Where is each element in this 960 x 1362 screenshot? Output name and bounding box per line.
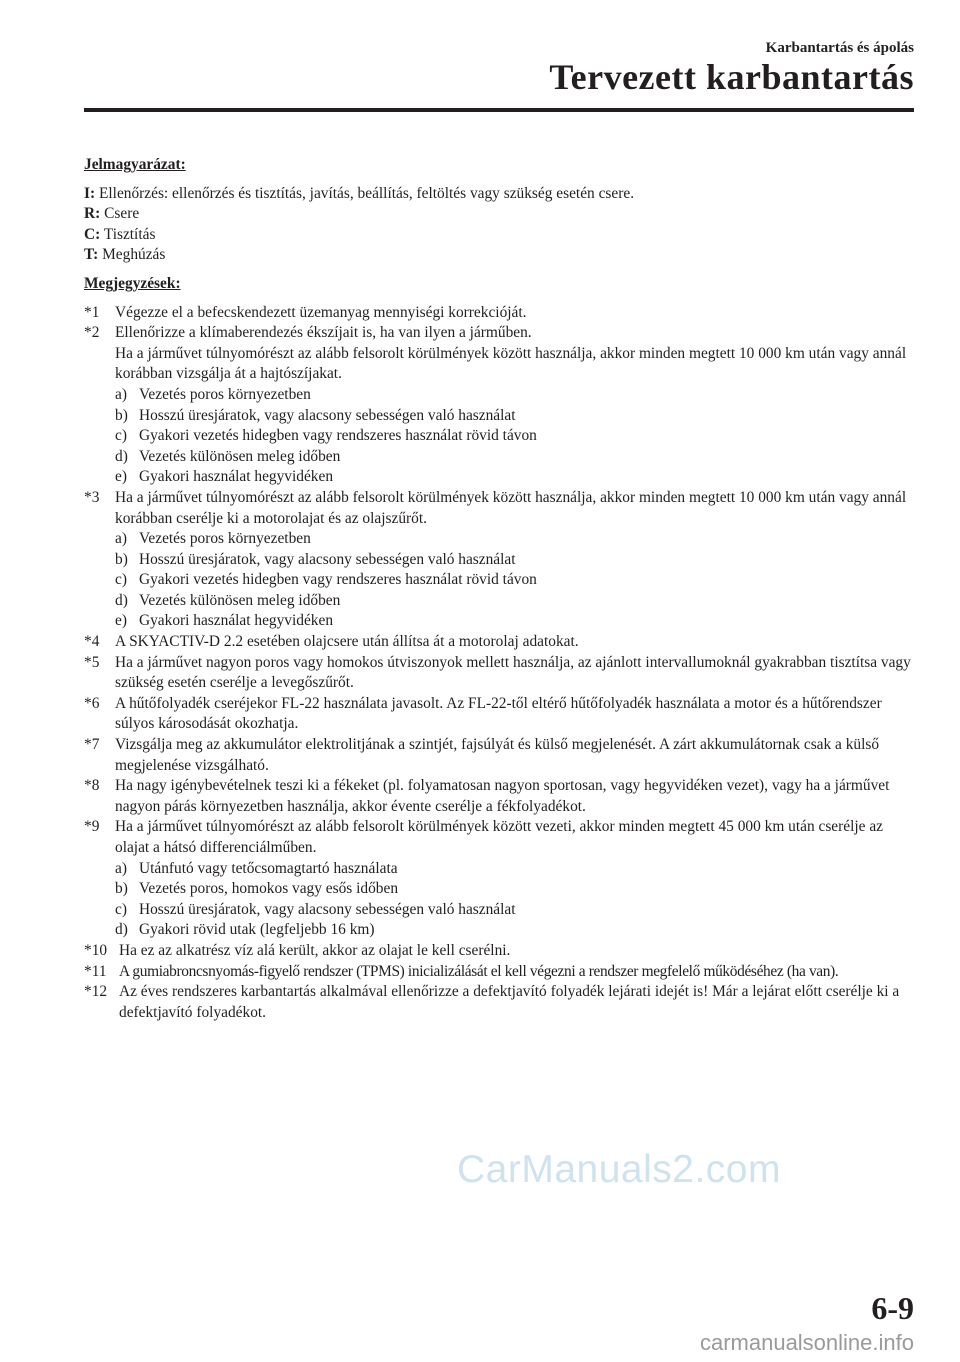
legend-text: Ellenőrzés: ellenőrzés és tisztítás, javítás, beállítás, feltöltés vagy szükség esetén csere. <box>98 184 635 202</box>
note-subitem <box>115 385 914 406</box>
note-number: *4 <box>84 633 100 651</box>
subitem-text: Hosszú üresjáratok, vagy alacsony sebességen való használat <box>139 406 516 424</box>
subitem-text: Gyakori használat hegyvidéken <box>139 468 334 486</box>
note-number: *10 <box>84 941 108 959</box>
subitem-text: Gyakori vezetés hidegben vagy rendszeres használat rövid távon <box>139 427 537 445</box>
note-item <box>84 941 914 962</box>
note-item <box>84 632 914 653</box>
subitem-text: Gyakori rövid utak (legfeljebb 16 km) <box>139 921 375 939</box>
subitem-text: Vezetés poros környezetben <box>139 385 311 403</box>
legend-item <box>84 245 914 266</box>
subitem-letter: b) <box>115 880 128 898</box>
note-item <box>84 323 914 488</box>
legend-key: I: <box>84 184 96 202</box>
subitem-letter: d) <box>115 921 128 939</box>
header-section-title: Karbantartás és ápolás <box>765 40 914 56</box>
note-body <box>119 941 914 962</box>
legend-text: Meghúzás <box>102 246 166 264</box>
note-number: *3 <box>84 488 100 506</box>
note-item <box>84 303 914 324</box>
note-text: Ha a járművet túlnyomórészt az alább felsorolt körülmények között használja, akkor minden megtett 10 000 km után vagy annál korábban cserélje ki a motorolajat és az olajszűrőt. <box>115 488 907 527</box>
subitem-text: Vezetés különösen meleg időben <box>139 447 341 465</box>
note-subitem <box>115 920 914 941</box>
subitem-text: Vezetés poros környezetben <box>139 530 311 548</box>
note-subitem <box>115 879 914 900</box>
subitem-letter: e) <box>115 468 127 486</box>
page-content <box>84 155 914 1023</box>
note-body <box>115 694 914 735</box>
note-number: *9 <box>84 818 100 836</box>
subitem-letter: b) <box>115 550 128 568</box>
note-body <box>115 488 914 632</box>
subitem-letter: c) <box>115 900 127 918</box>
subitem-text: Vezetés különösen meleg időben <box>139 591 341 609</box>
note-text: Vizsgálja meg az akkumulátor elektrolitjának a szintjét, fajsúlyát és külső megjelenését. A zárt akkumulátornak csak a külső megjelenése vizsgálható. <box>115 736 880 774</box>
note-subitem <box>115 467 914 488</box>
note-text: Végezze el a befecskendezett üzemanyag mennyiségi korrekcióját. <box>115 303 527 321</box>
note-subitem <box>115 900 914 921</box>
legend-item <box>84 225 914 246</box>
note-text: A SKYACTIV-D 2.2 esetében olajcsere után állítsa át a motorolaj adatokat. <box>115 633 579 651</box>
subitem-letter: d) <box>115 447 128 465</box>
note-item <box>84 694 914 735</box>
note-item <box>84 776 914 817</box>
note-body <box>119 962 914 983</box>
note-item <box>84 962 914 983</box>
legend-text: Csere <box>104 205 140 223</box>
subitem-letter: a) <box>115 859 127 877</box>
header-rule <box>84 108 914 112</box>
subitem-letter: e) <box>115 612 127 630</box>
subitem-letter: a) <box>115 385 127 403</box>
note-text: Ha a járművet túlnyomórészt az alább felsorolt körülmények között használja, akkor minden megtett 10 000 km után vagy annál korábban vizsgálja át a hajtószíjakat. <box>115 344 907 383</box>
note-number: *2 <box>84 324 100 342</box>
note-subitem <box>115 447 914 468</box>
legend-key: R: <box>84 205 101 223</box>
note-number: *12 <box>84 983 108 1001</box>
note-text: Ha a járművet túlnyomórészt az alább felsorolt körülmények között vezeti, akkor minden megtett 45 000 km után cserélje az olajat a hátsó differenciálműben. <box>115 818 883 856</box>
note-number: *5 <box>84 653 100 671</box>
note-text: A gumiabroncsnyomás-figyelő rendszer (TPMS) inicializálását el kell végezni a rendszer megfelelő működéséhez (ha van). <box>119 962 839 980</box>
subitem-letter: c) <box>115 571 127 589</box>
subitem-text: Gyakori vezetés hidegben vagy rendszeres használat rövid távon <box>139 571 537 589</box>
note-body <box>115 323 914 488</box>
note-number: *1 <box>84 303 100 321</box>
notes-heading: Megjegyzések: <box>84 274 181 292</box>
legend-item <box>84 184 914 205</box>
note-body <box>115 817 914 941</box>
subitem-text: Vezetés poros, homokos vagy esős időben <box>139 880 399 898</box>
legend-list <box>84 184 914 266</box>
note-subitem <box>115 426 914 447</box>
note-subitem <box>115 859 914 880</box>
note-text: Ellenőrizze a klímaberendezés ékszíjait is, ha van ilyen a járműben. <box>115 324 532 342</box>
note-item <box>84 817 914 941</box>
note-subitem <box>115 406 914 427</box>
note-number: *7 <box>84 736 100 754</box>
note-subitem <box>115 591 914 612</box>
note-body <box>115 735 914 776</box>
watermark-carmanuals2: CarManuals2.com <box>457 1148 781 1191</box>
note-item <box>84 735 914 776</box>
subitem-text: Utánfutó vagy tetőcsomagtartó használata <box>139 859 398 877</box>
subitem-letter: b) <box>115 406 128 424</box>
note-body <box>119 982 914 1023</box>
note-body <box>115 653 914 694</box>
note-item <box>84 488 914 632</box>
subitem-letter: a) <box>115 530 127 548</box>
note-body <box>115 303 914 324</box>
page-number: 6-9 <box>871 1290 914 1326</box>
subitem-letter: d) <box>115 591 128 609</box>
note-number: *8 <box>84 777 100 795</box>
note-body <box>115 776 914 817</box>
legend-key: T: <box>84 246 99 264</box>
subitem-text: Gyakori használat hegyvidéken <box>139 612 334 630</box>
subitem-letter: c) <box>115 427 127 445</box>
note-subitem <box>115 529 914 550</box>
note-subitem <box>115 550 914 571</box>
page-title: Tervezett karbantartás <box>549 57 914 97</box>
subitem-text: Hosszú üresjáratok, vagy alacsony sebességen való használat <box>139 550 516 568</box>
note-number: *6 <box>84 694 100 712</box>
legend-item <box>84 204 914 225</box>
note-subitem <box>115 611 914 632</box>
note-item <box>84 653 914 694</box>
subitem-text: Hosszú üresjáratok, vagy alacsony sebességen való használat <box>139 900 516 918</box>
note-text: Ha ez az alkatrész víz alá került, akkor az olajat le kell cserélni. <box>119 941 511 959</box>
note-body <box>115 632 914 653</box>
note-text: Ha a járművet nagyon poros vagy homokos útviszonyok mellett használja, az ajánlott intervallumoknál gyakrabban tisztítsa vagy szükség esetén cserélje a levegőszűrőt. <box>115 653 911 692</box>
note-text: Az éves rendszeres karbantartás alkalmával ellenőrizze a defektjavító folyadék lejárati idejét is! Már a lejárat előtt cserélje ki a defektjavító folyadékot. <box>119 983 900 1021</box>
notes-list <box>84 303 914 1024</box>
note-text: A hűtőfolyadék cseréjekor FL-22 használata javasolt. Az FL-22-től eltérő hűtőfolyadék használata a motor és a hűtőrendszer súlyos károsodását okozhatja. <box>115 694 882 733</box>
note-text: Ha nagy igénybevételnek teszi ki a fékeket (pl. folyamatosan nagyon sportosan, vagy hegyvidéken vezet), vagy ha a járművet nagyon párás környezetben használja, akkor évente cserélje a fékfolyadékot. <box>115 777 890 815</box>
note-item <box>84 982 914 1023</box>
note-number: *11 <box>84 962 107 980</box>
note-subitem <box>115 570 914 591</box>
legend-heading: Jelmagyarázat: <box>84 156 186 173</box>
footer-watermark: carmanualsonline.info <box>699 1330 914 1355</box>
legend-text: Tisztítás <box>103 225 156 243</box>
legend-key: C: <box>84 225 101 243</box>
